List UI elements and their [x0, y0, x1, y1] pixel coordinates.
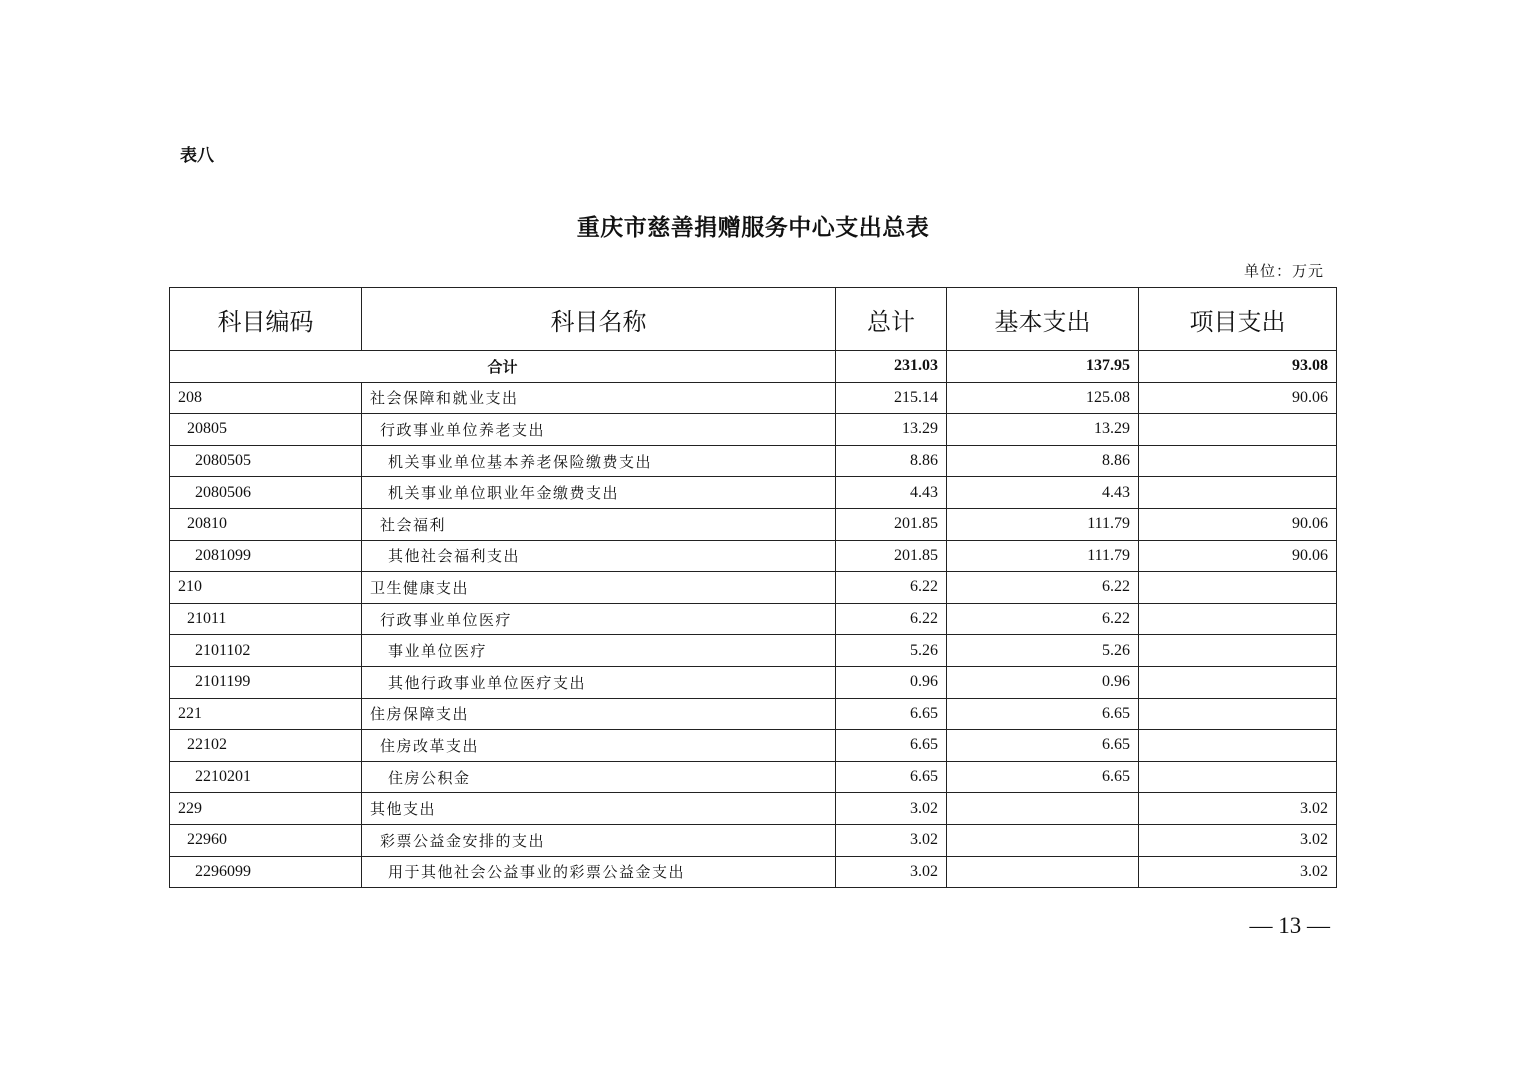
row-project: [1139, 698, 1337, 730]
row-basic: 0.96: [947, 666, 1139, 698]
row-total: 8.86: [836, 445, 947, 477]
row-project: 90.06: [1139, 382, 1337, 414]
table-row: [170, 382, 1337, 414]
row-project: [1139, 572, 1337, 604]
row-code: 221: [170, 698, 362, 730]
row-code: 22102: [170, 730, 362, 762]
row-total: 0.96: [836, 666, 947, 698]
row-name: 社会保障和就业支出: [362, 382, 836, 414]
row-code: 2080505: [170, 445, 362, 477]
row-code: 2080506: [170, 477, 362, 509]
row-total: 4.43: [836, 477, 947, 509]
row-total: 3.02: [836, 856, 947, 888]
table-row: [170, 730, 1337, 762]
row-code: 210: [170, 572, 362, 604]
row-total: 6.65: [836, 730, 947, 762]
row-code: 2101102: [170, 635, 362, 667]
table-row: [170, 572, 1337, 604]
row-code: 2210201: [170, 761, 362, 793]
row-code: 2296099: [170, 856, 362, 888]
row-code: 2101199: [170, 666, 362, 698]
table-row: [170, 824, 1337, 856]
table-row: [170, 414, 1337, 446]
row-name: 行政事业单位医疗: [362, 603, 836, 635]
row-basic: 111.79: [947, 540, 1139, 572]
total-label: 合计: [170, 351, 836, 383]
row-project: 3.02: [1139, 824, 1337, 856]
row-name: 事业单位医疗: [362, 635, 836, 667]
row-total: 215.14: [836, 382, 947, 414]
row-basic: 13.29: [947, 414, 1139, 446]
row-name: 其他支出: [362, 793, 836, 825]
row-code: 21011: [170, 603, 362, 635]
row-name: 机关事业单位基本养老保险缴费支出: [362, 445, 836, 477]
row-name: 彩票公益金安排的支出: [362, 824, 836, 856]
row-name: 其他行政事业单位医疗支出: [362, 666, 836, 698]
row-project: 90.06: [1139, 540, 1337, 572]
header-name: 科目名称: [362, 288, 836, 351]
row-project: [1139, 635, 1337, 667]
row-project: 90.06: [1139, 508, 1337, 540]
row-name: 住房改革支出: [362, 730, 836, 762]
total-row: [170, 351, 1337, 383]
expenditure-table: [169, 287, 1337, 888]
row-total: 6.65: [836, 761, 947, 793]
header-project: 项目支出: [1139, 288, 1337, 351]
row-project: [1139, 761, 1337, 793]
table-row: [170, 856, 1337, 888]
row-basic: 6.65: [947, 698, 1139, 730]
row-basic: 5.26: [947, 635, 1139, 667]
table-header-row: [170, 288, 1337, 351]
row-project: [1139, 603, 1337, 635]
row-code: 22960: [170, 824, 362, 856]
total-sum: 231.03: [836, 351, 947, 383]
row-basic: 6.22: [947, 572, 1139, 604]
row-basic: [947, 856, 1139, 888]
row-project: [1139, 477, 1337, 509]
row-total: 201.85: [836, 540, 947, 572]
row-basic: [947, 824, 1139, 856]
row-code: 229: [170, 793, 362, 825]
row-name: 机关事业单位职业年金缴费支出: [362, 477, 836, 509]
table-row: [170, 445, 1337, 477]
table-row: [170, 477, 1337, 509]
table-row: [170, 793, 1337, 825]
row-code: 2081099: [170, 540, 362, 572]
row-name: 行政事业单位养老支出: [362, 414, 836, 446]
row-code: 20810: [170, 508, 362, 540]
row-basic: 6.22: [947, 603, 1139, 635]
row-name: 卫生健康支出: [362, 572, 836, 604]
row-total: 3.02: [836, 793, 947, 825]
row-basic: 6.65: [947, 761, 1139, 793]
row-name: 住房公积金: [362, 761, 836, 793]
page-number: — 13 —: [1249, 913, 1330, 938]
header-basic: 基本支出: [947, 288, 1139, 351]
row-total: 3.02: [836, 824, 947, 856]
row-basic: [947, 793, 1139, 825]
table-row: [170, 666, 1337, 698]
row-name: 社会福利: [362, 508, 836, 540]
row-project: [1139, 414, 1337, 446]
table-row: [170, 540, 1337, 572]
row-code: 208: [170, 382, 362, 414]
row-basic: 8.86: [947, 445, 1139, 477]
row-name: 住房保障支出: [362, 698, 836, 730]
row-total: 6.22: [836, 603, 947, 635]
row-basic: 111.79: [947, 508, 1139, 540]
row-basic: 6.65: [947, 730, 1139, 762]
table-row: [170, 698, 1337, 730]
table-row: [170, 508, 1337, 540]
header-code: 科目编码: [170, 288, 362, 351]
row-project: 3.02: [1139, 793, 1337, 825]
table-label: 表八: [180, 146, 214, 166]
table-row: [170, 635, 1337, 667]
page-title: 重庆市慈善捐赠服务中心支出总表: [576, 214, 930, 241]
header-total: 总计: [836, 288, 947, 351]
table-row: [170, 761, 1337, 793]
row-code: 20805: [170, 414, 362, 446]
row-project: 3.02: [1139, 856, 1337, 888]
row-total: 201.85: [836, 508, 947, 540]
row-total: 6.65: [836, 698, 947, 730]
row-total: 6.22: [836, 572, 947, 604]
row-total: 5.26: [836, 635, 947, 667]
row-name: 用于其他社会公益事业的彩票公益金支出: [362, 856, 836, 888]
total-project: 93.08: [1139, 351, 1337, 383]
total-basic: 137.95: [947, 351, 1139, 383]
row-project: [1139, 445, 1337, 477]
row-basic: 125.08: [947, 382, 1139, 414]
table-row: [170, 603, 1337, 635]
row-basic: 4.43: [947, 477, 1139, 509]
row-name: 其他社会福利支出: [362, 540, 836, 572]
unit-label: 单位：万元: [1243, 262, 1324, 280]
row-project: [1139, 730, 1337, 762]
row-project: [1139, 666, 1337, 698]
row-total: 13.29: [836, 414, 947, 446]
